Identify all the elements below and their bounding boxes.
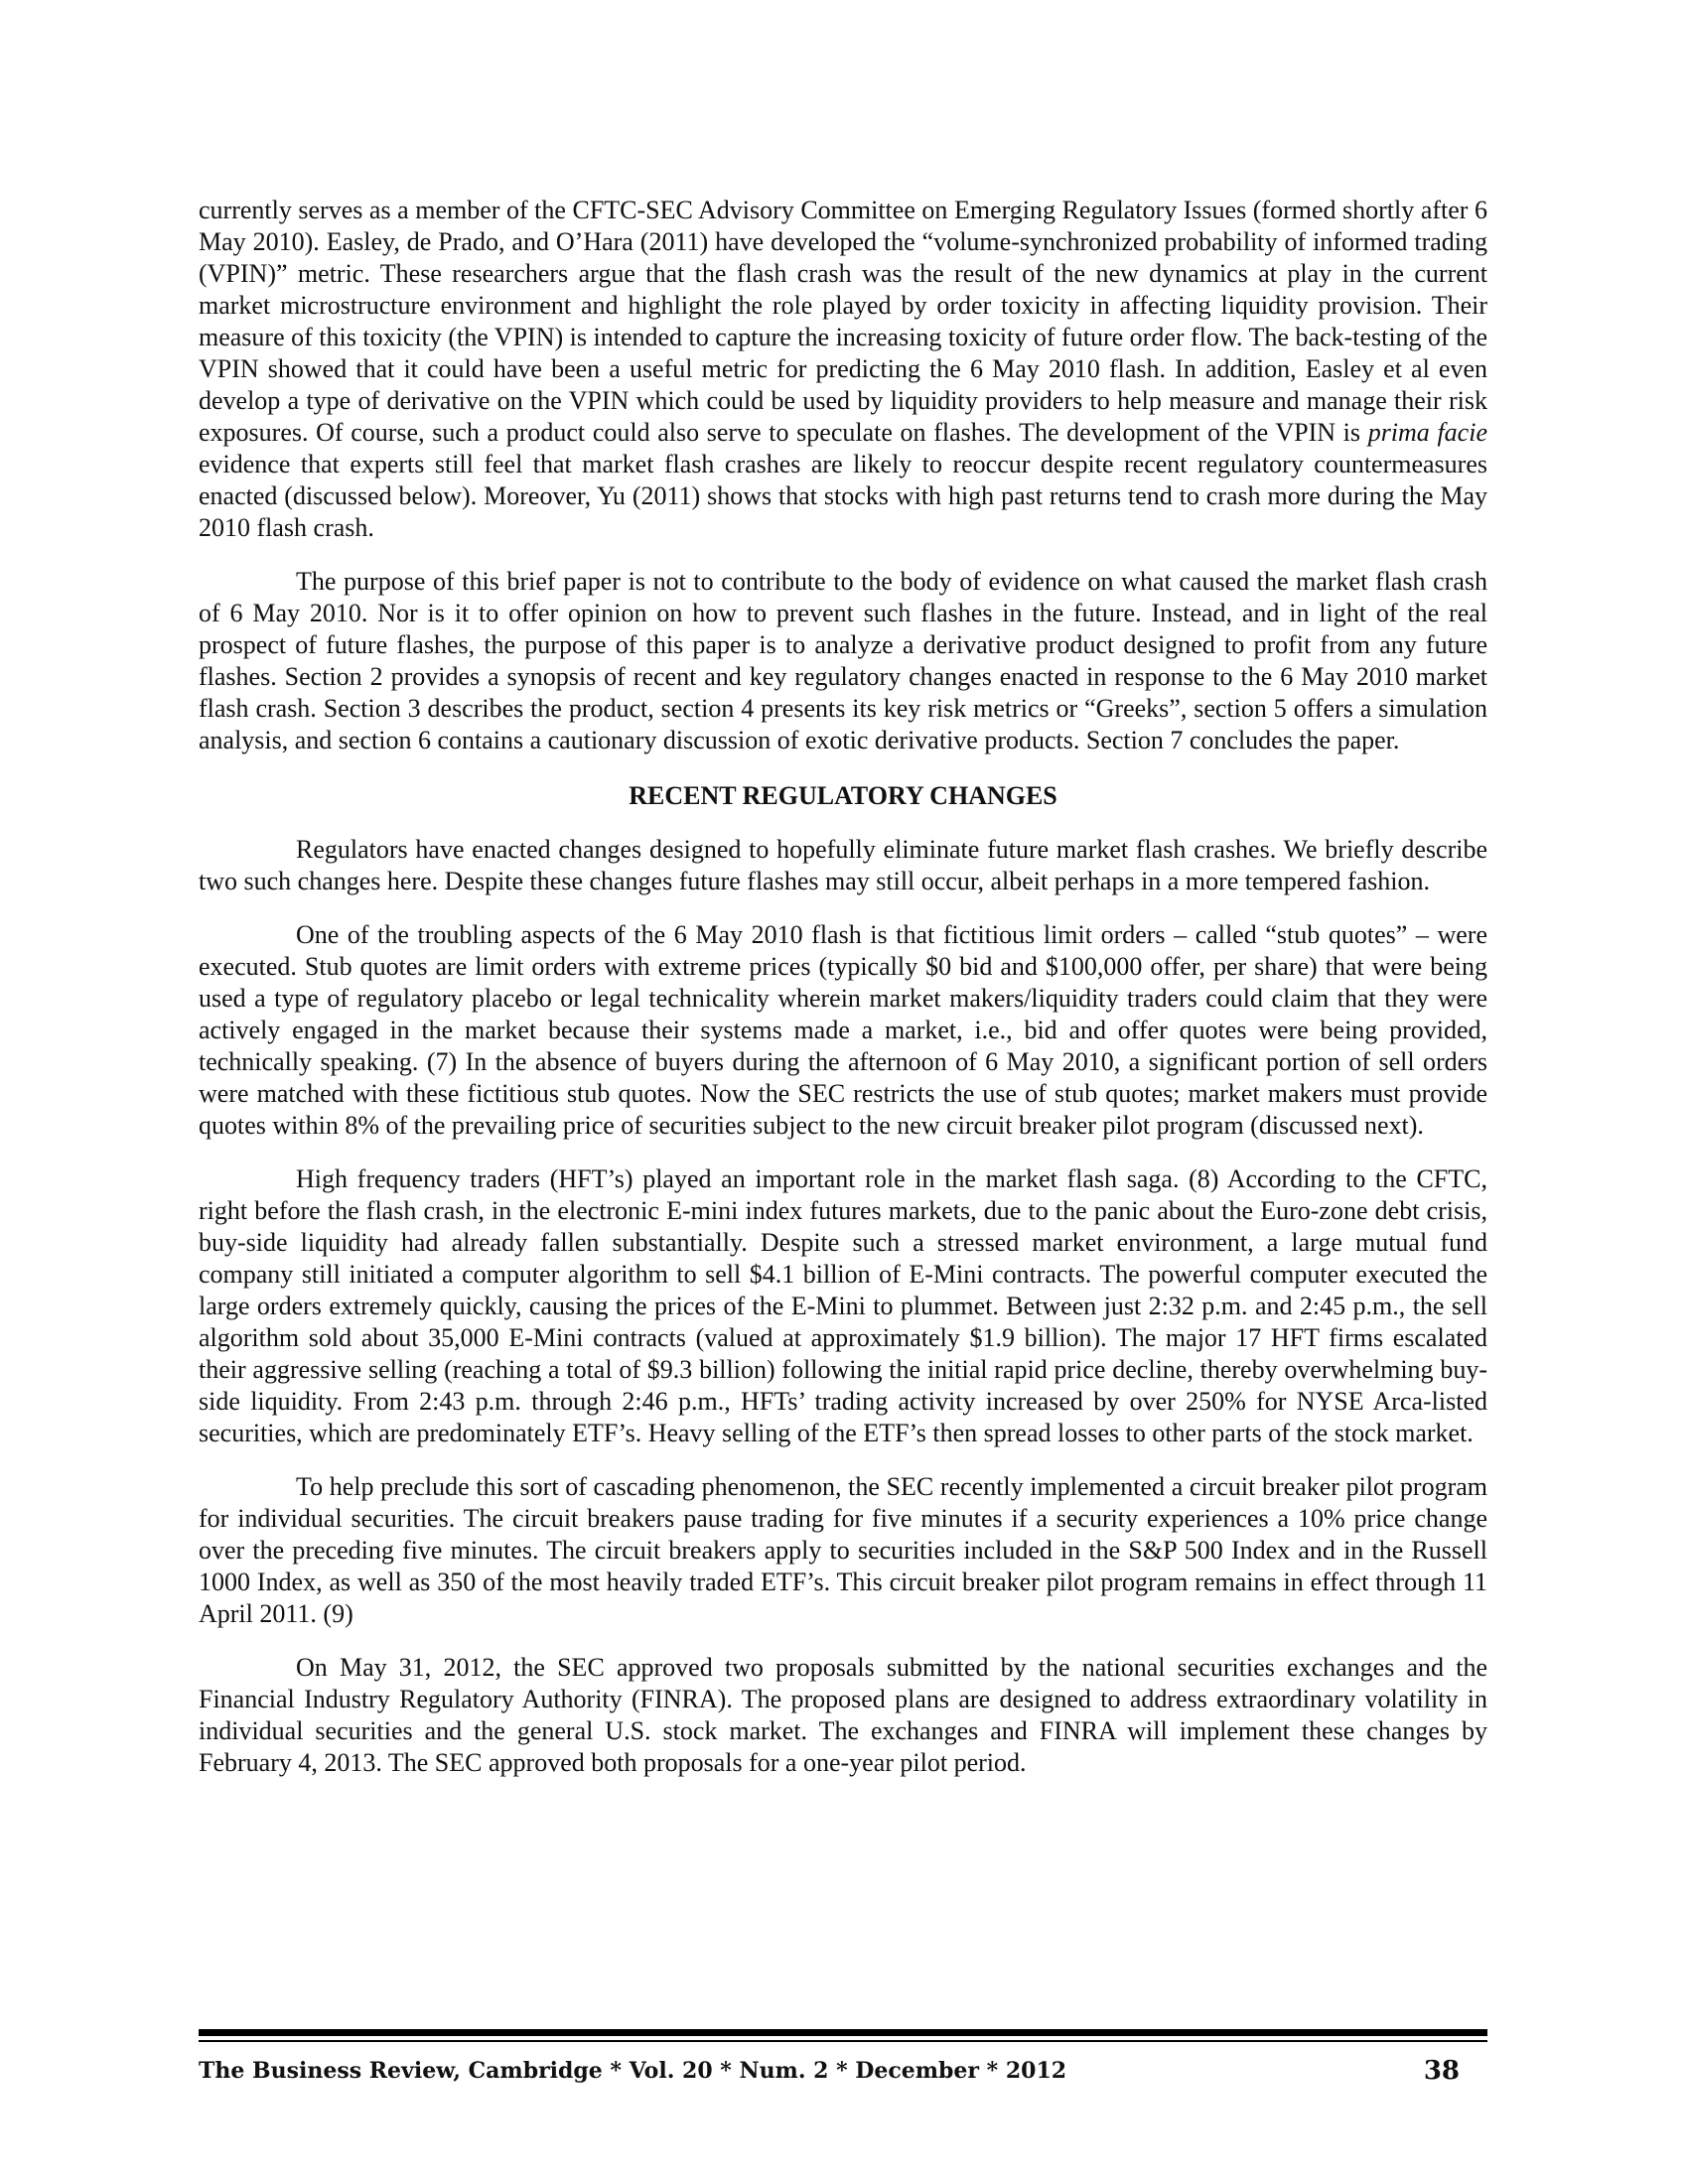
footer-journal: The Business Review, Cambridge * Vol. 20 * Num. 2 * December * 2012 bbox=[199, 2058, 1067, 2084]
paragraph-stub-quotes: One of the troubling aspects of the 6 May 2010 flash is that fictitious limit orders – called “stub quotes” – were executed. Stub quotes are limit orders with extreme prices (typically $0 bid and $100,000 offer, per share) that were being used a type of regulatory placebo or legal technicality wherein market makers/liquidity traders could claim that they were actively engaged in the market because their systems made a market, i.e., bid and offer quotes were being provided, technically speaking. (7) In the absence of buyers during the afternoon of 6 May 2010, a significant portion of sell orders were matched with these fictitious stub quotes. Now the SEC restricts the use of stub quotes; market makers must provide quotes within 8% of the prevailing price of securities subject to the new circuit breaker pilot program (discussed next). bbox=[199, 920, 1487, 1140]
paragraph-continued bbox=[199, 195, 1487, 544]
paragraph-circuit-breaker: To help preclude this sort of cascading phenomenon, the SEC recently implemented a circuit breaker pilot program for individual securities. The circuit breakers pause trading for five minutes if a security experiences a 10% price change over the preceding five minutes. The circuit breakers apply to securities included in the S&P 500 Index and in the Russell 1000 Index, as well as 350 of the most heavily traded ETF’s. This circuit breaker pilot program remains in effect through 11 April 2011. (9) bbox=[199, 1472, 1487, 1628]
paragraph-purpose: The purpose of this brief paper is not to contribute to the body of evidence on what caused the market flash crash of 6 May 2010. Nor is it to offer opinion on how to prevent such flashes in the future. Instead, and in light of the real prospect of future flashes, the purpose of this paper is to analyze a derivative product designed to profit from any future flashes. Section 2 provides a synopsis of recent and key regulatory changes enacted in response to the 6 May 2010 market flash crash. Section 3 describes the product, section 4 presents its key risk metrics or “Greeks”, section 5 offers a simulation analysis, and section 6 contains a cautionary discussion of exotic derivative products. Section 7 concludes the paper. bbox=[199, 567, 1487, 754]
paragraph-sec-proposals: On May 31, 2012, the SEC approved two proposals submitted by the national securities exchanges and the Financial Industry Regulatory Authority (FINRA). The proposed plans are designed to address extraordinary volatility in individual securities and the general U.S. stock market. The exchanges and FINRA will implement these changes by February 4, 2013. The SEC approved both proposals for a one-year pilot period. bbox=[199, 1653, 1487, 1777]
body-text bbox=[199, 195, 1487, 1779]
footer-rule-thin bbox=[199, 2040, 1487, 2042]
paragraph-1-italic-term: prima facie bbox=[1367, 418, 1487, 447]
paragraph-1-text-after: evidence that experts still feel that market flash crashes are likely to reoccur despite recent regulatory countermeasures enacted (discussed below). Moreover, Yu (2011) shows that stocks with high past returns tend to crash more during the May 2010 flash crash. bbox=[199, 450, 1487, 542]
paragraph-hft: High frequency traders (HFT’s) played an important role in the market flash saga. (8) According to the CFTC, right before the flash crash, in the electronic E-mini index futures markets, due to the panic about the Euro-zone debt crisis, buy-side liquidity had already fallen substantially. Despite such a stressed market environment, a large mutual fund company still initiated a computer algorithm to sell $4.1 billion of E-Mini contracts. The powerful computer executed the large orders extremely quickly, causing the prices of the E-Mini to plummet. Between just 2:32 p.m. and 2:45 p.m., the sell algorithm sold about 35,000 E-Mini contracts (valued at approximately $1.9 billion). The major 17 HFT firms escalated their aggressive selling (reaching a total of $9.3 billion) following the initial rapid price decline, thereby overwhelming buy-side liquidity. From 2:43 p.m. through 2:46 p.m., HFTs’ trading activity increased by over 250% for NYSE Arca-listed securities, which are predominately ETF’s. Heavy selling of the ETF’s then spread losses to other parts of the stock market. bbox=[199, 1164, 1487, 1447]
page-number: 38 bbox=[1423, 2056, 1460, 2086]
paragraph-1-text: currently serves as a member of the CFTC-SEC Advisory Committee on Emerging Regulatory Issues (formed shortly after 6 May 2010). Easley, de Prado, and O’Hara (2011) have developed the “volume-synchronized probability of informed trading (VPIN)” metric. These researchers argue that the flash crash was the result of the new dynamics at play in the current market microstructure environment and highlight the role played by order toxicity in affecting liquidity provision. Their measure of this toxicity (the VPIN) is intended to capture the increasing toxicity of future order flow. The back-testing of the VPIN showed that it could have been a useful metric for predicting the 6 May 2010 flash. In addition, Easley et al even develop a type of derivative on the VPIN which could be used by liquidity providers to help measure and manage their risk exposures. Of course, such a product could also serve to speculate on flashes. The development of the VPIN is bbox=[199, 196, 1487, 447]
footer-rule-thick bbox=[199, 2029, 1487, 2036]
section-heading: RECENT REGULATORY CHANGES bbox=[629, 781, 1057, 810]
paragraph-regulators: Regulators have enacted changes designed to hopefully eliminate future market flash crashes. We briefly describe two such changes here. Despite these changes future flashes may still occur, albeit perhaps in a more tempered fashion. bbox=[199, 835, 1487, 895]
